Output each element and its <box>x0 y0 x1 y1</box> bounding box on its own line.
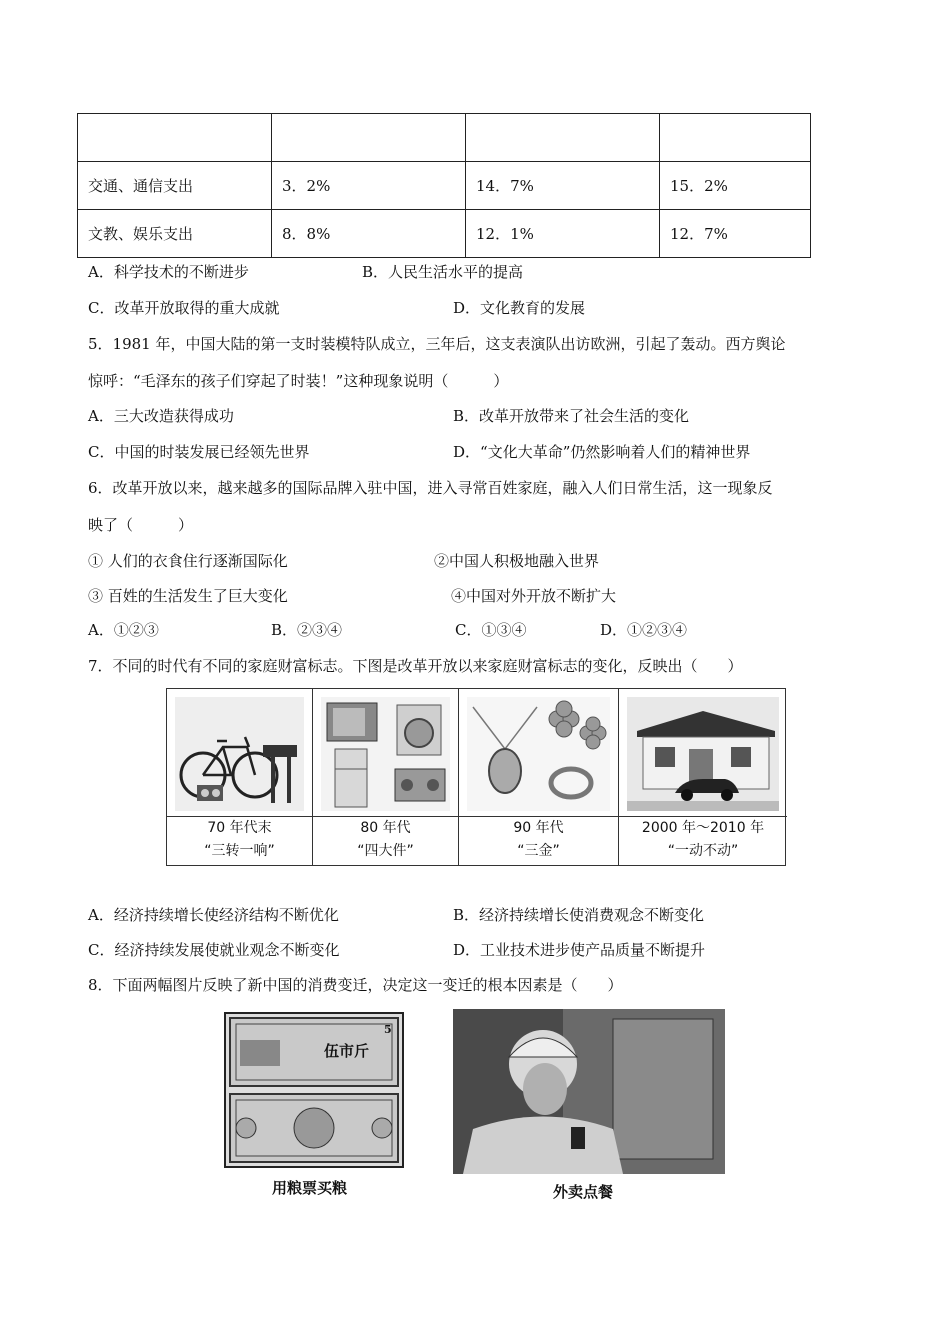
table-cell: 12．1% <box>466 210 660 258</box>
q5-option-c: C．中国的时装发展已经领先世界 <box>88 443 310 461</box>
table-cell: 8．8% <box>272 210 466 258</box>
q5-stem-line1: 5．1981 年，中国大陆的第一支时装模特队成立，三年后，这支表演队出访欧洲，引起了轰动。西方舆论 <box>88 335 786 353</box>
q4-option-c: C．改革开放取得的重大成就 <box>88 299 280 317</box>
q4-option-a: A．科学技术的不断进步 <box>88 263 249 281</box>
table-cell <box>466 114 660 162</box>
q6-option-d: D．①②③④ <box>600 621 688 639</box>
table-row <box>78 210 811 258</box>
q7-stem: 7．不同的时代有不同的家庭财富标志。下图是改革开放以来家庭财富标志的变化，反映出（ ） <box>88 657 743 675</box>
era-label: 90 年代 <box>513 820 564 836</box>
house-car-image <box>627 697 779 811</box>
q6-statement-3: ③ 百姓的生活发生了巨大变化 <box>88 587 288 605</box>
q7-option-a: A．经济持续增长使经济结构不断优化 <box>88 906 339 924</box>
q5-stem-line2: 惊呼：“毛泽东的孩子们穿起了时装！”这种现象说明（ ） <box>88 372 509 390</box>
table-cell: 交通、通信支出 <box>78 162 272 210</box>
symbol-label: “一动不动” <box>667 843 739 859</box>
grain-ticket-image <box>224 1012 404 1168</box>
panel-90s <box>459 689 619 865</box>
q4-option-d: D．文化教育的发展 <box>453 299 586 317</box>
panel-caption <box>459 816 618 865</box>
q8-stem: 8．下面两幅图片反映了新中国的消费变迁，决定这一变迁的根本因素是（ ） <box>88 976 623 994</box>
table-cell: 12．7% <box>660 210 811 258</box>
table-cell <box>660 114 811 162</box>
panel-70s <box>167 689 313 865</box>
q6-statement-2: ②中国人积极地融入世界 <box>434 552 600 570</box>
era-label: 70 年代末 <box>207 820 272 836</box>
era-label: 80 年代 <box>360 820 411 836</box>
food-delivery-image <box>453 1009 725 1174</box>
table-cell: 14．7% <box>466 162 660 210</box>
symbol-label: “三金” <box>517 843 560 859</box>
q6-option-c: C．①③④ <box>455 621 527 639</box>
table-cell: 3．2% <box>272 162 466 210</box>
q6-statement-1: ① 人们的衣食住行逐渐国际化 <box>88 552 288 570</box>
symbol-label: “三转一响” <box>204 843 275 859</box>
jewelry-image <box>467 697 610 811</box>
q6-option-b: B．②③④ <box>271 621 343 639</box>
table-cell: 文教、娱乐支出 <box>78 210 272 258</box>
table-row <box>78 162 811 210</box>
wealth-symbols-figure <box>166 688 786 866</box>
q5-option-d: D．“文化大革命”仍然影响着人们的精神世界 <box>453 443 751 461</box>
ticket-number: 5 <box>384 1023 392 1036</box>
panel-caption <box>167 816 312 865</box>
table-cell <box>272 114 466 162</box>
ticket-amount: 伍市斤 <box>324 1042 370 1060</box>
panel-caption <box>313 816 458 865</box>
table-cell: 15．2% <box>660 162 811 210</box>
panel-2000s <box>619 689 787 865</box>
panel-caption <box>619 816 787 865</box>
era-label: 2000 年～2010 年 <box>641 820 765 836</box>
q5-option-a: A．三大改造获得成功 <box>88 407 234 425</box>
q6-statement-4: ④中国对外开放不断扩大 <box>451 587 617 605</box>
expenditure-table <box>77 113 811 258</box>
q7-option-b: B．经济持续增长使消费观念不断变化 <box>453 906 705 924</box>
q5-option-b: B．改革开放带来了社会生活的变化 <box>453 407 690 425</box>
table-cell <box>78 114 272 162</box>
q7-option-c: C．经济持续发展使就业观念不断变化 <box>88 941 340 959</box>
symbol-label: “四大件” <box>357 843 414 859</box>
appliances-image <box>321 697 450 811</box>
q4-option-b: B．人民生活水平的提高 <box>362 263 524 281</box>
table-row <box>78 114 811 162</box>
panel-80s <box>313 689 459 865</box>
q6-option-a: A．①②③ <box>88 621 159 639</box>
caption-grain-ticket: 用粮票买粮 <box>272 1179 348 1197</box>
caption-food-delivery: 外卖点餐 <box>553 1183 614 1201</box>
q6-stem-line2: 映了（ ） <box>88 516 194 534</box>
bicycle-sewing-radio-image <box>175 697 304 811</box>
q6-stem-line1: 6．改革开放以来，越来越多的国际品牌入驻中国，进入寻常百姓家庭，融入人们日常生活，这一现象反 <box>88 479 773 497</box>
q7-option-d: D．工业技术进步使产品质量不断提升 <box>453 941 706 959</box>
